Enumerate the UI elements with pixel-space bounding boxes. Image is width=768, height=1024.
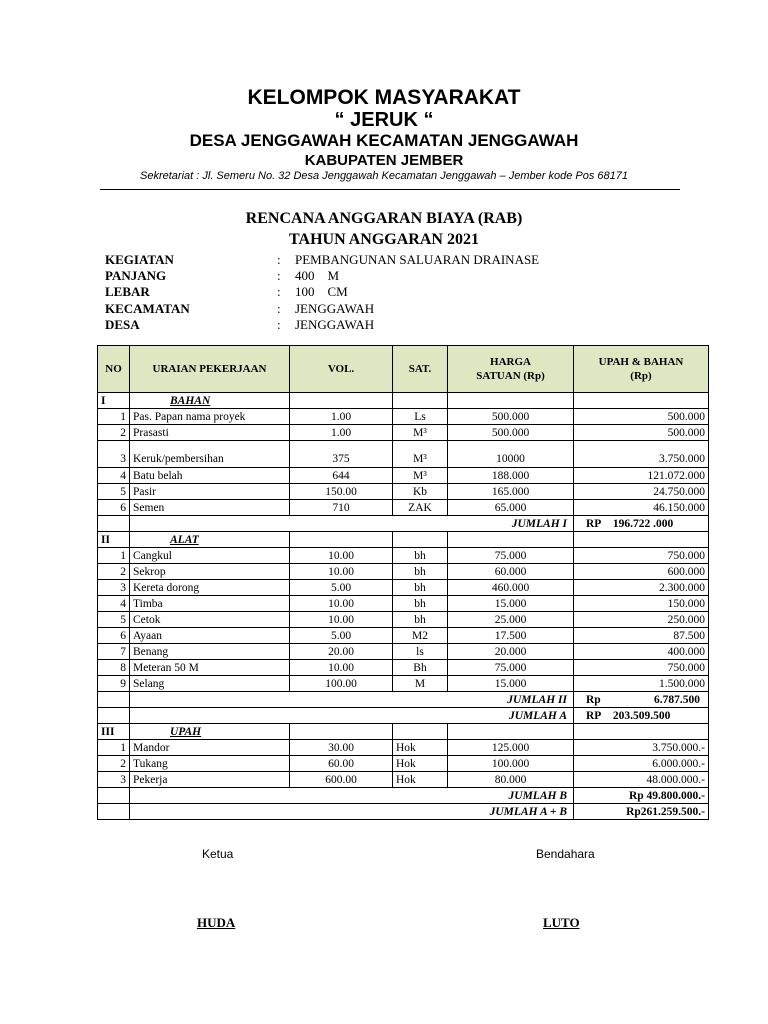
info-label: KEGIATAN xyxy=(105,252,174,267)
table-row xyxy=(98,564,709,580)
empty-cell xyxy=(574,393,709,409)
cell-harga: 75.000 xyxy=(448,548,574,564)
cell-vol: 710 xyxy=(290,500,393,516)
info-colon: : xyxy=(277,301,281,316)
empty-cell xyxy=(574,532,709,548)
org-name: “ JERUK “ xyxy=(334,109,434,131)
section-name: ALAT xyxy=(130,532,290,548)
info-label: DESA xyxy=(105,317,140,332)
cell-harga: 15.000 xyxy=(448,676,574,692)
cell-uraian: Mandor xyxy=(130,740,290,756)
cell-no: 1 xyxy=(98,409,130,425)
cell-no: 3 xyxy=(98,772,130,788)
info-label: LEBAR xyxy=(105,284,150,299)
empty-cell xyxy=(290,724,393,740)
col-header-upah: UPAH & BAHAN (Rp) xyxy=(574,346,709,393)
empty-cell xyxy=(448,724,574,740)
info-colon: : xyxy=(277,317,281,332)
table-row xyxy=(98,580,709,596)
info-colon: : xyxy=(277,252,281,267)
subtotal-row-jumlah-1 xyxy=(98,516,709,532)
cell-vol: 10.00 xyxy=(290,612,393,628)
cell-no: 6 xyxy=(98,628,130,644)
cell-harga: 80.000 xyxy=(448,772,574,788)
cell-total: 121.072.000 xyxy=(574,468,709,484)
cell-no: 2 xyxy=(98,564,130,580)
cell-vol: 600.00 xyxy=(290,772,393,788)
section-row xyxy=(98,532,709,548)
cell-sat: M³ xyxy=(393,441,448,468)
info-value: JENGGAWAH xyxy=(295,317,375,332)
col-header-vol: VOL. xyxy=(290,346,393,393)
secretariat-address: Sekretariat : Jl. Semeru No. 32 Desa Jenggawah Kecamatan Jenggawah – Jember kode Pos 68171 xyxy=(140,170,628,182)
table-row xyxy=(98,596,709,612)
cell-sat: bh xyxy=(393,580,448,596)
cell-harga: 20.000 xyxy=(448,644,574,660)
cell-uraian: Sekrop xyxy=(130,564,290,580)
rab-table xyxy=(97,345,709,820)
total-row-jumlah-a-b xyxy=(98,804,709,820)
cell-no: 3 xyxy=(98,580,130,596)
empty-cell xyxy=(290,532,393,548)
col-header-harga: HARGA SATUAN (Rp) xyxy=(448,346,574,393)
cell-sat: bh xyxy=(393,596,448,612)
cell-vol: 644 xyxy=(290,468,393,484)
cell-harga: 17.500 xyxy=(448,628,574,644)
jumlah-1-value-cell xyxy=(574,516,709,532)
empty-cell xyxy=(393,532,448,548)
cell-sat: Hok xyxy=(393,756,448,772)
cell-total: 2.300.000 xyxy=(574,580,709,596)
info-label: PANJANG xyxy=(105,268,167,283)
empty-cell xyxy=(98,788,130,804)
col-header-sat: SAT. xyxy=(393,346,448,393)
cell-no: 4 xyxy=(98,596,130,612)
cell-total: 500.000 xyxy=(574,425,709,441)
table-row xyxy=(98,425,709,441)
section-row xyxy=(98,724,709,740)
info-value: JENGGAWAH xyxy=(295,301,375,316)
cell-sat: Bh xyxy=(393,660,448,676)
table-row xyxy=(98,468,709,484)
cell-no: 1 xyxy=(98,548,130,564)
cell-uraian: Pas. Papan nama proyek xyxy=(130,409,290,425)
cell-uraian: Meteran 50 M xyxy=(130,660,290,676)
cell-harga: 460.000 xyxy=(448,580,574,596)
cell-vol: 60.00 xyxy=(290,756,393,772)
cell-no: 7 xyxy=(98,644,130,660)
table-row xyxy=(98,676,709,692)
cell-harga: 25.000 xyxy=(448,612,574,628)
section-name: BAHAN xyxy=(130,393,290,409)
jumlah-2-currency: Rp xyxy=(586,693,601,706)
empty-cell xyxy=(98,692,130,708)
cell-total: 46.150.000 xyxy=(574,500,709,516)
section-no: II xyxy=(98,532,130,548)
section-no: III xyxy=(98,724,130,740)
cell-uraian: Semen xyxy=(130,500,290,516)
cell-total: 150.000 xyxy=(574,596,709,612)
cell-uraian: Selang xyxy=(130,676,290,692)
info-colon: : xyxy=(277,284,281,299)
cell-vol: 100.00 xyxy=(290,676,393,692)
cell-no: 1 xyxy=(98,740,130,756)
subtotal-row-jumlah-a xyxy=(98,708,709,724)
cell-harga: 10000 xyxy=(448,441,574,468)
cell-sat: bh xyxy=(393,548,448,564)
cell-sat: bh xyxy=(393,612,448,628)
cell-harga: 165.000 xyxy=(448,484,574,500)
table-row xyxy=(98,612,709,628)
cell-total: 6.000.000.- xyxy=(574,756,709,772)
cell-vol: 5.00 xyxy=(290,580,393,596)
empty-cell xyxy=(98,516,130,532)
cell-harga: 75.000 xyxy=(448,660,574,676)
cell-no: 6 xyxy=(98,500,130,516)
cell-no: 2 xyxy=(98,425,130,441)
jumlah-2-value: 6.787.500 xyxy=(654,693,700,706)
info-value: 400 M xyxy=(295,268,340,283)
cell-uraian: Batu belah xyxy=(130,468,290,484)
cell-no: 5 xyxy=(98,612,130,628)
cell-vol: 10.00 xyxy=(290,596,393,612)
cell-total: 750.000 xyxy=(574,548,709,564)
cell-vol: 10.00 xyxy=(290,564,393,580)
table-row xyxy=(98,548,709,564)
regency-title: KABUPATEN JEMBER xyxy=(304,152,464,169)
signature-role-bendahara: Bendahara xyxy=(536,847,595,861)
signature-name-ketua: HUDA xyxy=(197,915,236,930)
cell-total: 750.000 xyxy=(574,660,709,676)
jumlah-1-value: 196.722 .000 xyxy=(612,517,674,530)
cell-sat: ls xyxy=(393,644,448,660)
cell-sat: M³ xyxy=(393,468,448,484)
cell-harga: 500.000 xyxy=(448,425,574,441)
empty-cell xyxy=(290,393,393,409)
jumlah-1-currency: RP xyxy=(586,517,602,530)
jumlah-1-label: JUMLAH I xyxy=(130,516,574,532)
cell-no: 2 xyxy=(98,756,130,772)
cell-total: 24.750.000 xyxy=(574,484,709,500)
info-value: 100 CM xyxy=(295,284,348,299)
cell-sat: M xyxy=(393,676,448,692)
info-colon: : xyxy=(277,268,281,283)
cell-vol: 1.00 xyxy=(290,425,393,441)
cell-uraian: Keruk/pembersihan xyxy=(130,441,290,468)
signature-role-ketua: Ketua xyxy=(202,847,234,861)
empty-cell xyxy=(448,532,574,548)
table-header-row xyxy=(98,346,709,393)
cell-uraian: Tukang xyxy=(130,756,290,772)
col-header-uraian: URAIAN PEKERJAAN xyxy=(130,346,290,393)
org-title: KELOMPOK MASYARAKAT xyxy=(247,86,521,109)
cell-uraian: Pasir xyxy=(130,484,290,500)
jumlah-ab-label: JUMLAH A + B xyxy=(130,804,574,820)
cell-total: 3.750.000 xyxy=(574,441,709,468)
cell-total: 1.500.000 xyxy=(574,676,709,692)
cell-sat: Hok xyxy=(393,740,448,756)
cell-harga: 65.000 xyxy=(448,500,574,516)
cell-total: 600.000 xyxy=(574,564,709,580)
jumlah-b-value: Rp 49.800.000.- xyxy=(574,788,709,804)
cell-total: 250.000 xyxy=(574,612,709,628)
signature-name-bendahara: LUTO xyxy=(543,915,580,930)
header-divider xyxy=(100,189,680,190)
subtotal-row-jumlah-b xyxy=(98,788,709,804)
cell-harga: 100.000 xyxy=(448,756,574,772)
col-header-no: NO xyxy=(98,346,130,393)
cell-vol: 375 xyxy=(290,441,393,468)
cell-uraian: Kereta dorong xyxy=(130,580,290,596)
table-row xyxy=(98,660,709,676)
cell-sat: M2 xyxy=(393,628,448,644)
cell-vol: 5.00 xyxy=(290,628,393,644)
cell-no: 8 xyxy=(98,660,130,676)
cell-sat: M³ xyxy=(393,425,448,441)
cell-total: 500.000 xyxy=(574,409,709,425)
jumlah-a-value: 203.509.500 xyxy=(612,709,671,722)
cell-uraian: Pekerja xyxy=(130,772,290,788)
cell-harga: 15.000 xyxy=(448,596,574,612)
empty-cell xyxy=(448,393,574,409)
cell-uraian: Cangkul xyxy=(130,548,290,564)
cell-no: 3 xyxy=(98,441,130,468)
section-name: UPAH xyxy=(130,724,290,740)
section-row xyxy=(98,393,709,409)
cell-harga: 125.000 xyxy=(448,740,574,756)
table-row xyxy=(98,484,709,500)
table-row xyxy=(98,740,709,756)
cell-vol: 10.00 xyxy=(290,548,393,564)
table-row xyxy=(98,628,709,644)
table-row xyxy=(98,756,709,772)
cell-total: 3.750.000.- xyxy=(574,740,709,756)
jumlah-2-label: JUMLAH II xyxy=(130,692,574,708)
cell-vol: 150.00 xyxy=(290,484,393,500)
jumlah-2-value-cell xyxy=(574,692,709,708)
subtotal-row-jumlah-2 xyxy=(98,692,709,708)
empty-cell xyxy=(574,724,709,740)
jumlah-a-currency: RP xyxy=(586,709,602,722)
cell-total: 400.000 xyxy=(574,644,709,660)
cell-no: 5 xyxy=(98,484,130,500)
cell-uraian: Cetok xyxy=(130,612,290,628)
cell-sat: bh xyxy=(393,564,448,580)
empty-cell xyxy=(98,708,130,724)
jumlah-b-label: JUMLAH B xyxy=(130,788,574,804)
empty-cell xyxy=(393,724,448,740)
cell-sat: Ls xyxy=(393,409,448,425)
table-row xyxy=(98,500,709,516)
cell-vol: 30.00 xyxy=(290,740,393,756)
cell-vol: 10.00 xyxy=(290,660,393,676)
info-value: PEMBANGUNAN SALUARAN DRAINASE xyxy=(295,252,540,267)
cell-sat: Hok xyxy=(393,772,448,788)
cell-harga: 188.000 xyxy=(448,468,574,484)
cell-uraian: Ayaan xyxy=(130,628,290,644)
cell-no: 4 xyxy=(98,468,130,484)
jumlah-ab-value: Rp261.259.500.- xyxy=(574,804,709,820)
cell-uraian: Benang xyxy=(130,644,290,660)
cell-uraian: Timba xyxy=(130,596,290,612)
cell-no: 9 xyxy=(98,676,130,692)
cell-harga: 500.000 xyxy=(448,409,574,425)
jumlah-a-label: JUMLAH A xyxy=(130,708,574,724)
cell-harga: 60.000 xyxy=(448,564,574,580)
doc-year: TAHUN ANGGARAN 2021 xyxy=(289,231,479,248)
cell-total: 87.500 xyxy=(574,628,709,644)
table-row xyxy=(98,772,709,788)
cell-total: 48.000.000.- xyxy=(574,772,709,788)
table-row xyxy=(98,441,709,468)
empty-cell xyxy=(393,393,448,409)
table-row xyxy=(98,644,709,660)
cell-vol: 20.00 xyxy=(290,644,393,660)
section-no: I xyxy=(98,393,130,409)
cell-uraian: Prasasti xyxy=(130,425,290,441)
cell-sat: ZAK xyxy=(393,500,448,516)
jumlah-a-value-cell xyxy=(574,708,709,724)
info-label: KECAMATAN xyxy=(105,301,190,316)
doc-title: RENCANA ANGGARAN BIAYA (RAB) xyxy=(245,210,523,227)
cell-sat: Kb xyxy=(393,484,448,500)
empty-cell xyxy=(98,804,130,820)
table-row xyxy=(98,409,709,425)
village-title: DESA JENGGAWAH KECAMATAN JENGGAWAH xyxy=(189,131,579,150)
cell-vol: 1.00 xyxy=(290,409,393,425)
